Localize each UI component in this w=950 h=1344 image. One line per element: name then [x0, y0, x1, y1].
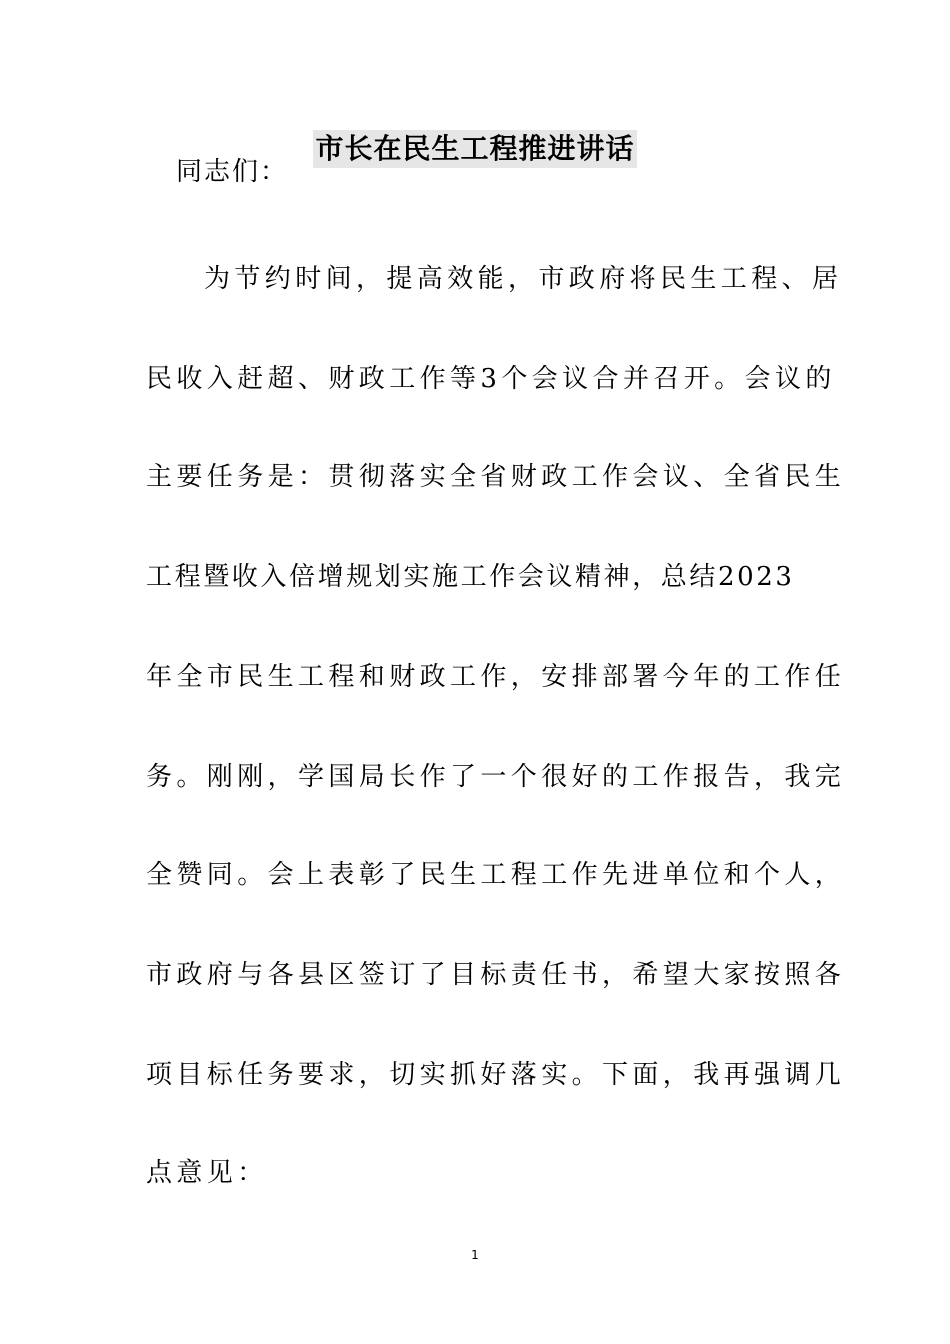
- paragraph-line: 工程暨收入倍增规划实施工作会议精神，总结2023: [146, 562, 795, 592]
- paragraph-line: 主要任务是：贯彻落实全省财政工作会议、全省民生: [146, 462, 846, 492]
- document-title: 市长在民生工程推进讲话: [313, 130, 636, 168]
- paragraph-line: 民收入赶超、财政工作等3个会议合并召开。会议的: [146, 364, 836, 394]
- paragraph-line: 务。刚刚，学国局长作了一个很好的工作报告，我完: [146, 762, 846, 792]
- paragraph-line: 市政府与各县区签订了目标责任书，希望大家按照各: [146, 960, 846, 990]
- paragraph-line: 点意见：: [146, 1158, 268, 1188]
- paragraph-line: 项目标任务要求，切实抓好落实。下面，我再强调几: [146, 1060, 846, 1090]
- paragraph-line: 年全市民生工程和财政工作，安排部署今年的工作任: [146, 662, 846, 692]
- page-number: 1: [471, 1248, 479, 1262]
- salutation: 同志们：: [176, 157, 289, 187]
- title-container: [0, 130, 950, 168]
- paragraph-line: 全赞同。会上表彰了民生工程工作先进单位和个人，: [146, 860, 846, 890]
- paragraph-line: 为节约时间，提高效能，市政府将民生工程、居: [204, 264, 843, 294]
